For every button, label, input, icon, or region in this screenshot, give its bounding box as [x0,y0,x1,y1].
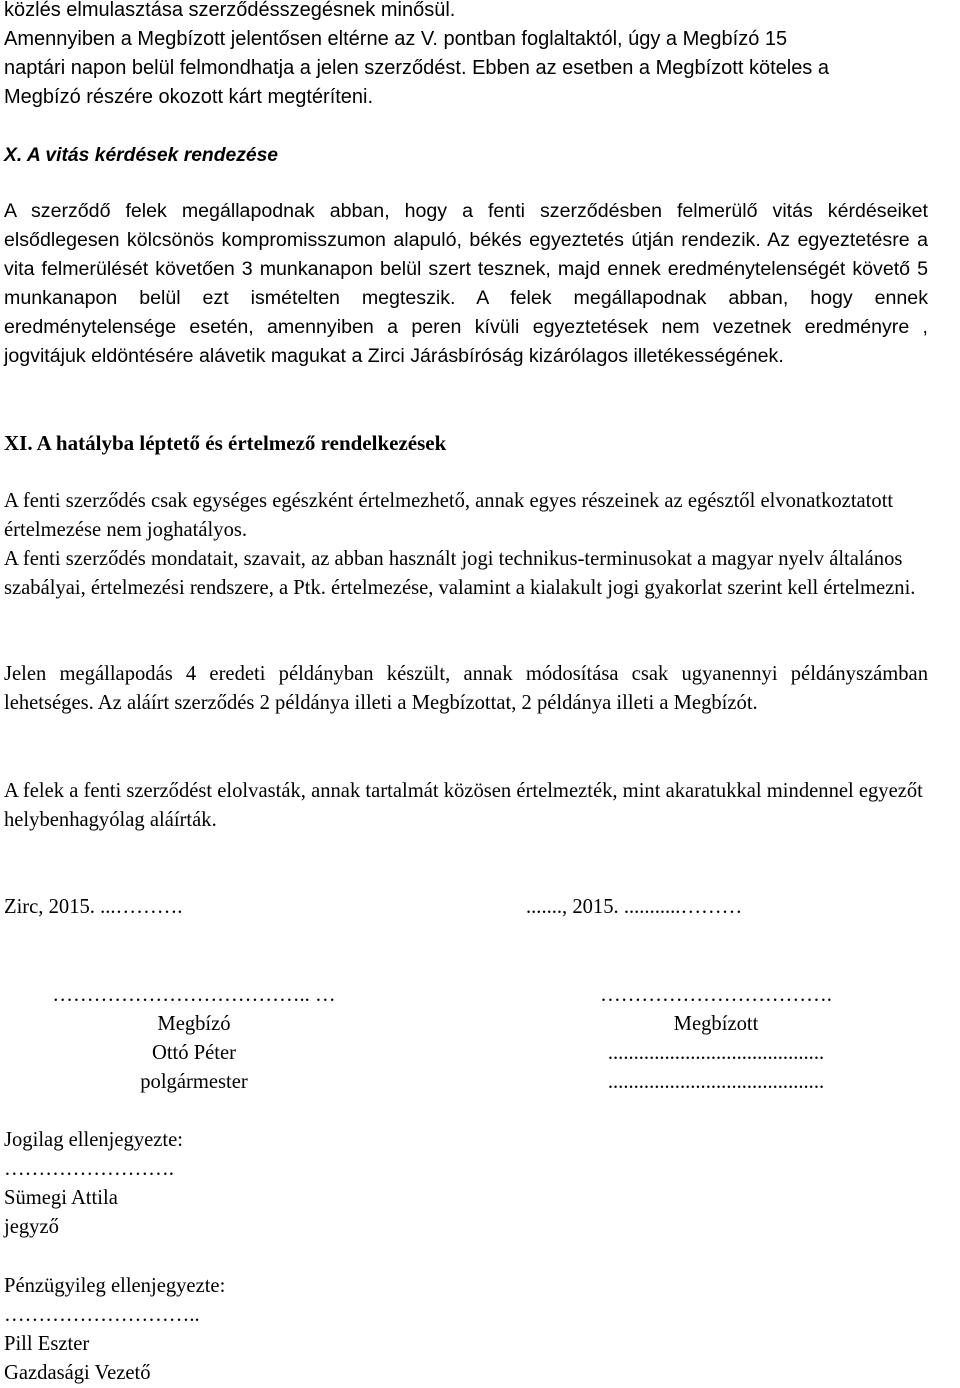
countersign-name: Pill Eszter [4,1333,90,1355]
countersign-title: Gazdasági Vezető [4,1362,151,1384]
text-line: Megbízó részére okozott kárt megtéríteni. [4,86,374,108]
section-xi-paragraph-1: A fenti szerződés csak egységes egészként értelmezhető, annak egyes részeinek az egésztől elvonatkoztatott értelmezése nem joghatályos. [4,490,894,541]
signature-line: ……………………………….. … [52,984,336,1006]
countersign-line: ……………………. [4,1158,174,1180]
acceptance-clause [4,777,928,835]
section-xi-paragraph-4: A felek a fenti szerződést elolvasták, annak tartalmát közösen értelmezték, mint akaratukkal mindennel egyezőt helybenhagyólag aláírták. [4,780,923,831]
date-left: Zirc, 2015. ...………. [4,896,183,918]
countersign-financial [4,1272,225,1388]
signer-role: Megbízott [673,1013,759,1035]
section-xi [4,429,928,458]
countersign-title: jegyző [4,1216,59,1238]
section-xi-paragraph-2: A fenti szerződés mondatait, szavait, az abban használt jogi technikus-terminusokat a magyar nyelv általános szabályai, értelmezési rendszere, a Ptk. értelmezése, valamint a kialakult jogi gyakorlat szerint kell értelmezni. [4,548,916,599]
signer-name: Ottó Péter [151,1042,237,1064]
section-x [4,141,928,170]
section-x-heading: X. A vitás kérdések rendezése [4,145,279,166]
section-x-paragraph: A szerződő felek megállapodnak abban, hogy a fenti szerződésben felmerülő vitás kérdéseiket elsődlegesen kölcsönös kompromisszumon alapuló, békés egyeztetés útján rendezik. Az egyeztetésre a vita felmerülését követően 3 munkanapon belül szert tesznek, majd ennek eredménytelenségét követő 5 munkanapon belül ezt ismételten megteszik. A felek megállapodnak abban, hogy ennek eredménytelensége esetén, amennyiben a peren kívüli egyeztetések nem vezetnek eredményre , jogvitájuk eldöntésére alávetik magukat a Zirci Járásbíróság kizárólagos illetékességének. [4,200,928,367]
signer-title: .......................................... [607,1071,825,1093]
copies-clause [4,660,928,718]
text-line: Amennyiben a Megbízott jelentősen eltérne az V. pontban foglaltaktól, úgy a Megbízó 15 [4,28,788,50]
countersign-legal [4,1126,183,1242]
signature-line: ……………………………. [600,984,832,1006]
section-x-body [4,197,928,371]
signer-role: Megbízó [157,1013,231,1035]
countersign-line: ……………………….. [4,1304,200,1326]
text-line: közlés elmulasztása szerződésszegésnek minősül. [4,0,456,21]
countersign-label: Jogilag ellenjegyezte: [4,1129,183,1151]
countersign-label: Pénzügyileg ellenjegyezte: [4,1275,226,1297]
text-line: naptári napon belül felmondhatja a jelen szerződést. Ebben az esetben a Megbízott köteles a [4,57,829,79]
section-xi-body [4,487,928,603]
signer-name: .......................................... [607,1042,825,1064]
countersign-name: Sümegi Attila [4,1187,118,1209]
continuation-text [4,0,928,112]
signature-block-right [516,981,916,1097]
section-xi-paragraph-3: Jelen megállapodás 4 eredeti példányban készült, annak módosítása csak ugyanennyi példányszámban lehetséges. Az aláírt szerződés 2 példánya illeti a Megbízottat, 2 példánya illeti a Megbízót. [4,663,928,714]
date-right: ......., 2015. ...........……… [526,896,743,918]
signer-title: polgármester [140,1071,248,1093]
signature-block-left [4,981,384,1097]
section-xi-heading: XI. A hatályba léptető és értelmező rendelkezések [4,431,447,455]
